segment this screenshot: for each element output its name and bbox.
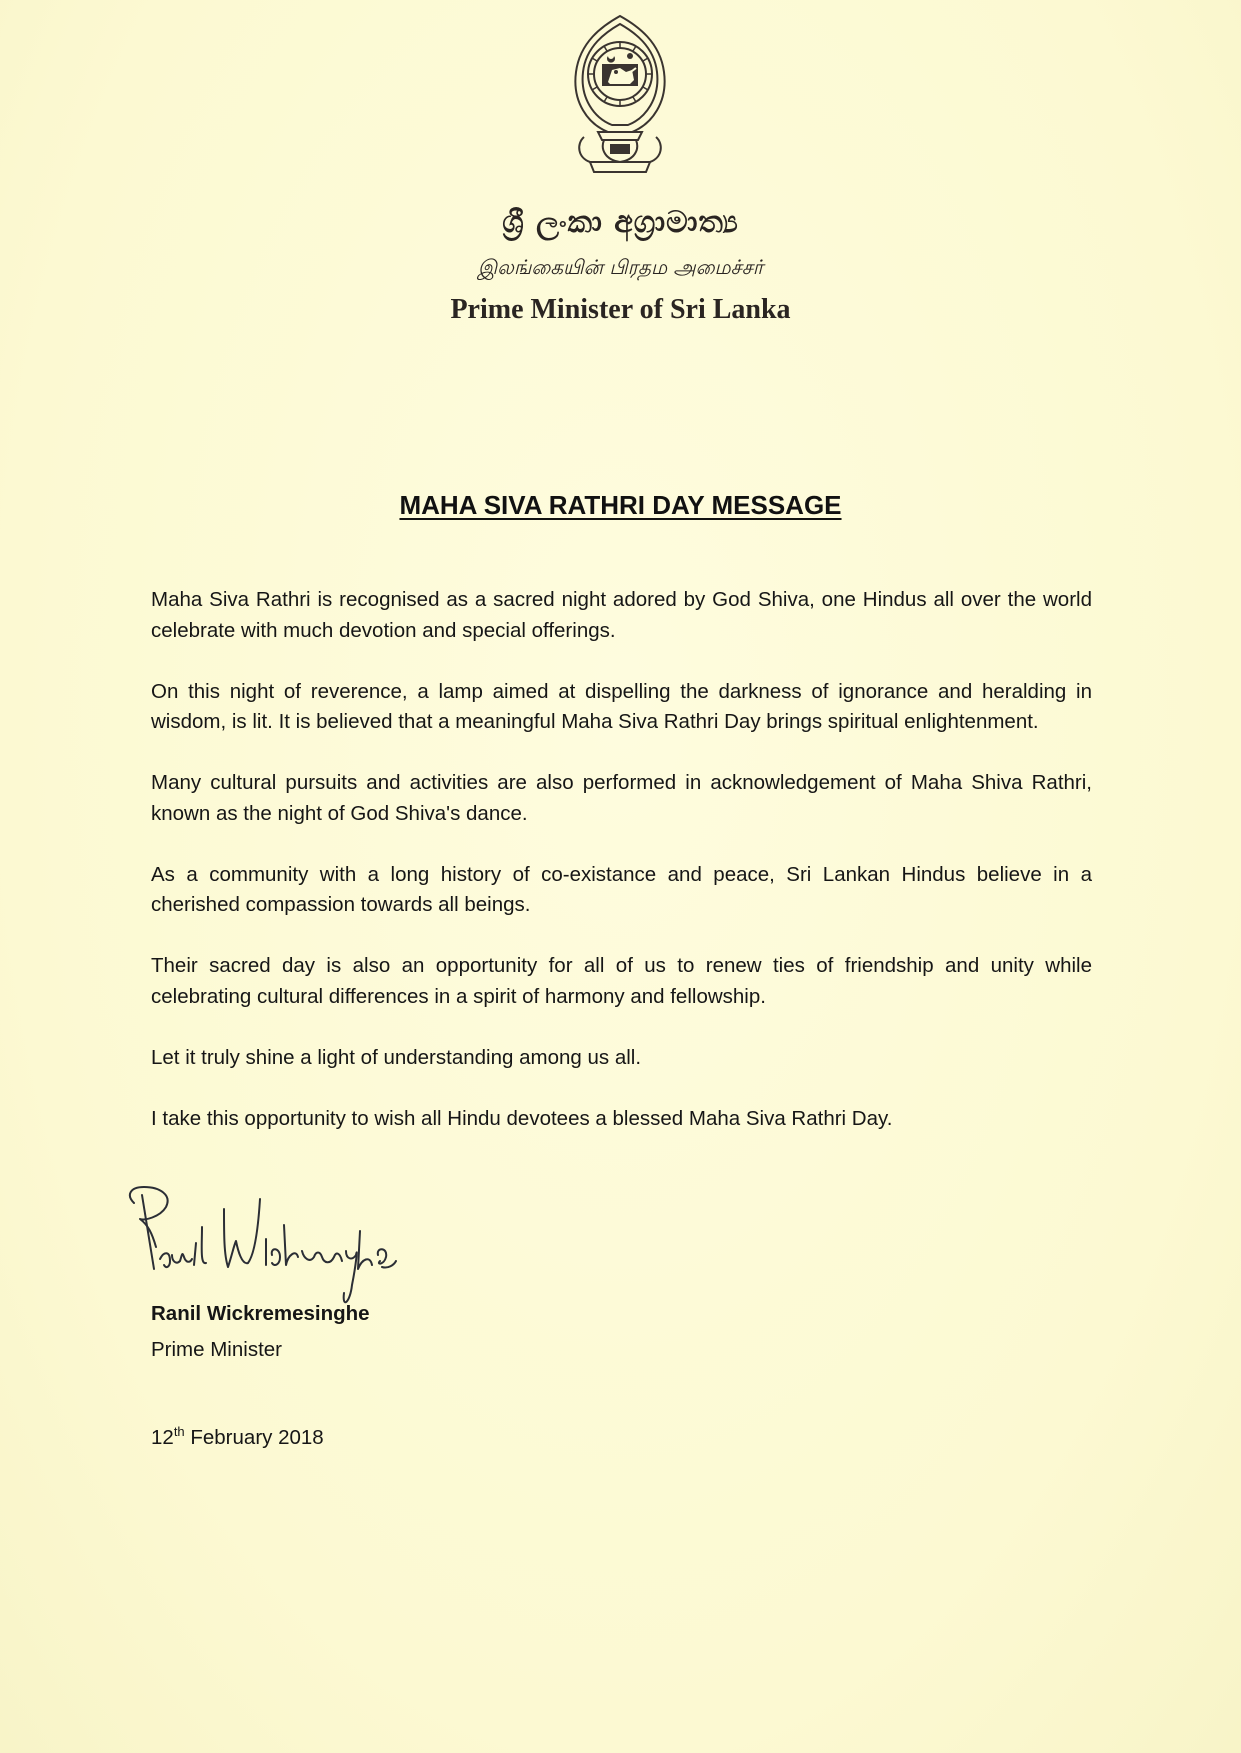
letterhead-sinhala: ශ්‍රී ලංකා අග්‍රාමාත්‍ය xyxy=(502,205,739,240)
date-suffix: th xyxy=(173,1424,185,1440)
paragraph: Their sacred day is also an opportunity for all of us to renew ties of friendship and unity while celebrating cultural differences in a spirit of harmony and fellowship. xyxy=(151,954,1092,1008)
date-rest: February 2018 xyxy=(190,1426,324,1449)
date-line xyxy=(151,1426,324,1450)
date-day: 12 xyxy=(151,1426,174,1449)
paragraph: As a community with a long history of co-existance and peace, Sri Lankan Hindus believe in a cherished compassion towards all beings. xyxy=(151,862,1092,916)
message-body xyxy=(151,585,1092,1165)
letterhead-english: Prime Minister of Sri Lanka xyxy=(450,294,791,325)
paragraph: Many cultural pursuits and activities are also performed in acknowledgement of Maha Shiva Rathri, known as the night of God Shiva's dance. xyxy=(151,771,1092,825)
paragraph: Let it truly shine a light of understanding among us all. xyxy=(151,1045,642,1069)
state-emblem-icon xyxy=(560,12,680,182)
signer-name: Ranil Wickremesinghe xyxy=(151,1302,370,1325)
paragraph: I take this opportunity to wish all Hindu devotees a blessed Maha Siva Rathri Day. xyxy=(151,1106,893,1130)
paragraph: Maha Siva Rathri is recognised as a sacred night adored by God Shiva, one Hindus all over the world celebrate with much devotion and special offerings. xyxy=(151,588,1092,642)
paragraph: On this night of reverence, a lamp aimed at dispelling the darkness of ignorance and heralding in wisdom, is lit. It is believed that a meaningful Maha Siva Rathri Day brings spiritual enlightenment. xyxy=(151,679,1092,733)
signer-title: Prime Minister xyxy=(151,1338,282,1361)
message-title: MAHA SIVA RATHRI DAY MESSAGE xyxy=(399,490,842,520)
letterhead-tamil: இலங்கையின் பிரதம அமைச்சர் xyxy=(477,255,764,279)
